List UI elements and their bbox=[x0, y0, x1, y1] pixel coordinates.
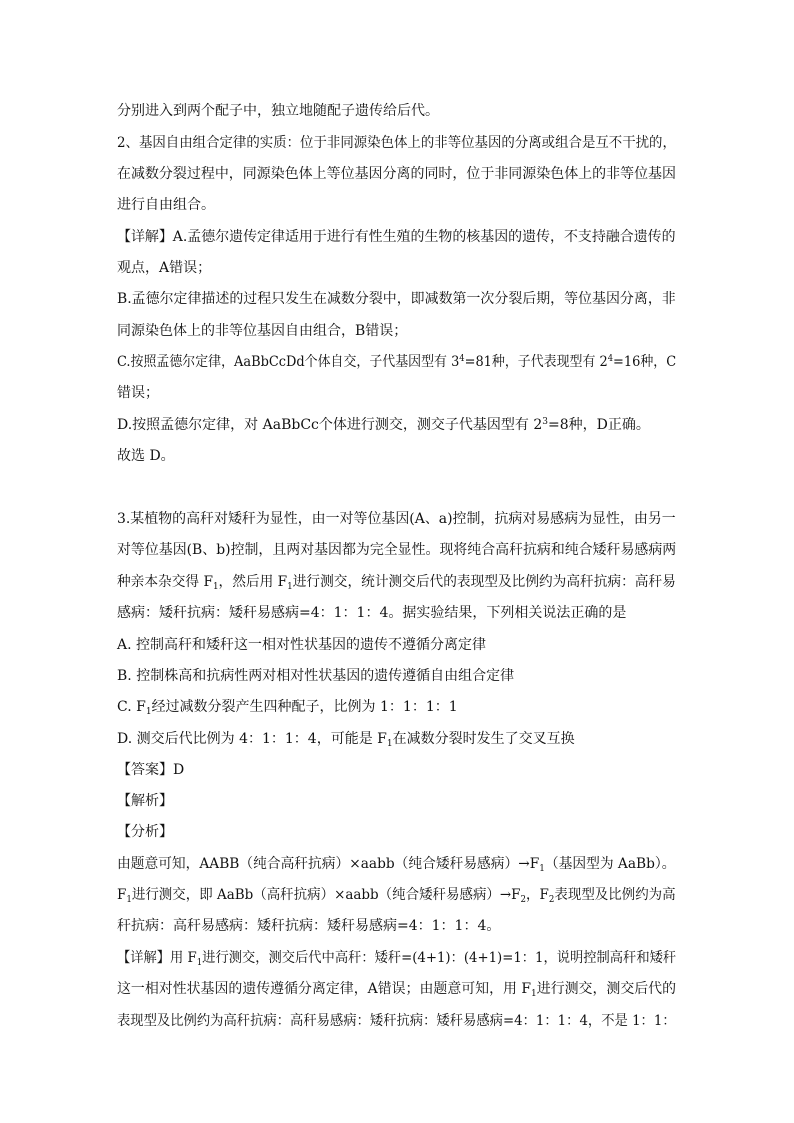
detail-heading-line: 【详解】A.孟德尔遗传定律适用于进行有性生殖的生物的核基因的遗传，不支持融合遗传的 bbox=[117, 229, 676, 245]
text-segment: D.按照孟德尔定律，对 AaBbCc个体进行测交，测交子代基因型有 2 bbox=[117, 417, 543, 433]
text-line bbox=[117, 416, 650, 434]
text-line bbox=[117, 855, 676, 873]
text-segment: 表现型及比例约为高 bbox=[554, 887, 676, 903]
text-segment: =8种，D正确。 bbox=[547, 417, 650, 433]
subscript: 1 bbox=[531, 989, 537, 999]
subscript: 2 bbox=[548, 895, 555, 905]
subscript: 1 bbox=[386, 739, 393, 749]
text-line: 进行自由组合。 bbox=[117, 197, 215, 213]
superscript: 3 bbox=[542, 417, 548, 427]
text-line: 错误； bbox=[117, 385, 159, 401]
text-line: 分别进入到两个配子中，独立地随配子遗传给后代。 bbox=[117, 103, 439, 119]
text-segment: 进行测交，测交后代中高秆：矮秆=(4+1)：(4+1)=1：1，说明控制高秆和矮秆 bbox=[202, 950, 677, 966]
text-segment: 种亲本杂交得 F bbox=[117, 574, 213, 590]
subscript: 2 bbox=[520, 895, 527, 905]
text-line: 观点，A错误； bbox=[117, 260, 212, 276]
text-segment: 由题意可知，AABB（纯合高秆抗病）×aabb（纯合矮秆易感病）→F bbox=[117, 856, 540, 872]
subscript: 1 bbox=[539, 864, 545, 874]
superscript: 4 bbox=[459, 354, 465, 364]
subscript: 1 bbox=[196, 958, 203, 968]
text-segment: （基因型为 AaBb）。 bbox=[544, 856, 676, 872]
text-segment: 在减数分裂时发生了交叉互换 bbox=[392, 731, 575, 747]
subscript: 1 bbox=[126, 895, 132, 905]
text-segment: C. F bbox=[117, 699, 146, 715]
text-line bbox=[117, 353, 676, 371]
subscript: 1 bbox=[145, 707, 152, 717]
analysis-label: 【解析】 bbox=[117, 793, 173, 809]
text-line bbox=[117, 980, 676, 998]
text-line: 在减数分裂过程中，同源染色体上等位基因分离的同时，位于非同源染色体上的非等位基因 bbox=[117, 166, 676, 182]
text-segment: ，F bbox=[526, 887, 549, 903]
text-line: 感病：矮秆抗病：矮秆易感病=4：1：1：4。据实验结果，下列相关说法正确的是 bbox=[117, 605, 627, 621]
option-d bbox=[117, 730, 575, 748]
text-line: 对等位基因(B、b)控制，且两对基因都为完全显性。现将纯合高秆抗病和纯合矮秆易感病两 bbox=[117, 542, 677, 558]
text-segment: 这一相对性状基因的遗传遵循分离定律，A错误；由题意可知，用 F bbox=[117, 981, 532, 997]
text-segment: 进行测交，统计测交后代的表现型及比例约为高秆抗病：高秆易 bbox=[292, 574, 676, 590]
text-line: 同源染色体上的非等位基因自由组合，B错误； bbox=[117, 323, 408, 339]
text-line: 表现型及比例约为高秆抗病：高秆易感病：矮秆抗病：矮秆易感病=4：1：1：4，不是 1：1： bbox=[117, 1013, 676, 1029]
text-segment: F bbox=[117, 887, 127, 903]
text-line: 故选 D。 bbox=[117, 448, 175, 464]
text-segment: D. 测交后代比例为 4：1：1：4，可能是 F bbox=[117, 731, 387, 747]
option-a: A. 控制高秆和矮秆这一相对性状基因的遗传不遵循分离定律 bbox=[117, 637, 487, 653]
option-c bbox=[117, 698, 458, 716]
answer-label: 【答案】D bbox=[117, 762, 185, 778]
text-segment: C.按照孟德尔定律，AaBbCcDd个体自交，子代基因型有 3 bbox=[117, 354, 460, 370]
detail-heading-line bbox=[117, 949, 676, 967]
text-segment: 【详解】用 F bbox=[117, 950, 197, 966]
text-line: 2、基因自由组合定律的实质：位于非同源染色体上的非等位基因的分离或组合是互不干扰的， bbox=[117, 135, 676, 151]
question-3-stem: 3.某植物的高秆对矮秆为显性，由一对等位基因(A、a)控制，抗病对易感病为显性，由另一 bbox=[117, 511, 676, 527]
text-segment: 进行测交，即 AaBb（高秆抗病）×aabb（纯合矮秆易感病）→F bbox=[131, 887, 521, 903]
text-line: 秆抗病：高秆易感病：矮秆抗病：矮秆易感病=4：1：1：4。 bbox=[117, 918, 501, 934]
option-b: B. 控制株高和抗病性两对相对性状基因的遗传遵循自由组合定律 bbox=[117, 668, 515, 684]
text-line bbox=[117, 886, 676, 904]
text-segment: =81种，子代表现型有 2 bbox=[464, 354, 608, 370]
subscript: 1 bbox=[212, 582, 219, 592]
text-line: B.孟德尔定律描述的过程只发生在减数分裂中，即减数第一次分裂后期，等位基因分离，非 bbox=[117, 291, 676, 307]
text-segment: 进行测交，测交后代的 bbox=[536, 981, 677, 997]
analysis-subheading: 【分析】 bbox=[117, 824, 173, 840]
text-segment: 经过减数分裂产生四种配子，比例为 1：1：1：1 bbox=[151, 699, 458, 715]
text-segment: ，然后用 F bbox=[218, 574, 288, 590]
subscript: 1 bbox=[287, 582, 293, 592]
superscript: 4 bbox=[607, 354, 614, 364]
text-line bbox=[117, 573, 676, 591]
text-segment: =16种，C bbox=[613, 354, 677, 370]
